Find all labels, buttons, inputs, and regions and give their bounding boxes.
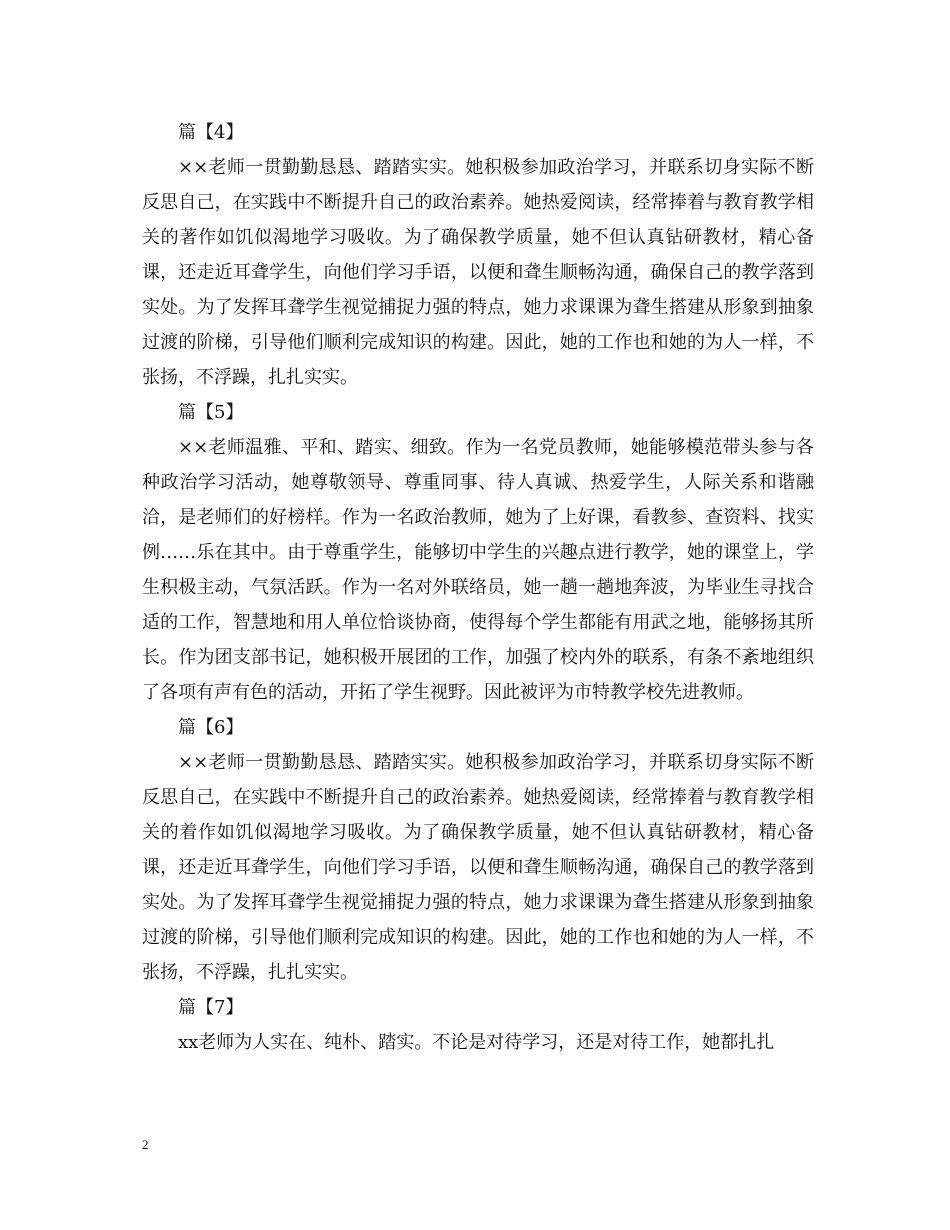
section-heading-7: 篇【7】 <box>178 997 244 1018</box>
section-paragraph-7: xx老师为人实在、纯朴、踏实。不论是对待学习，还是对待工作，她都扎扎 <box>178 1032 775 1053</box>
section-heading-4: 篇【4】 <box>178 122 244 143</box>
section-heading-5: 篇【5】 <box>178 402 244 423</box>
section-paragraph-4: ××老师一贯勤勤恳恳、踏踏实实。她积极参加政治学习，并联系切身实际不断反思自己，在实践中不断提升自己的政治素养。她热爱阅读，经常捧着与教育教学相关的著作如饥似渴地学习吸收。为了确保教学质量，她不但认真钻研教材，精心备课，还走近耳聋学生，向他们学习手语，以便和聋生顺畅沟通，确保自己的教学落到实处。为了发挥耳聋学生视觉捕捉力强的特点，她力求课课为聋生搭建从形象到抽象过渡的阶梯，引导他们顺利完成知识的构建。因此，她的工作也和她的为人一样，不张扬，不浮躁，扎扎实实。 <box>142 157 814 388</box>
section-paragraph-6: ××老师一贯勤勤恳恳、踏踏实实。她积极参加政治学习，并联系切身实际不断反思自己，在实践中不断提升自己的政治素养。她热爱阅读，经常捧着与教育教学相关的着作如饥似渴地学习吸收。为了确保教学质量，她不但认真钻研教材，精心备课，还走近耳聋学生，向他们学习手语，以便和聋生顺畅沟通，确保自己的教学落到实处。为了发挥耳聋学生视觉捕捉力强的特点，她力求课课为聋生搭建从形象到抽象过渡的阶梯，引导他们顺利完成知识的构建。因此，她的工作也和她的为人一样，不张扬，不浮躁，扎扎实实。 <box>142 752 814 983</box>
document-body <box>142 115 814 1060</box>
page-number: 2 <box>142 1137 149 1152</box>
section-heading-6: 篇【6】 <box>178 717 244 738</box>
section-paragraph-5: ××老师温雅、平和、踏实、细致。作为一名党员教师，她能够模范带头参与各种政治学习活动，她尊敬领导、尊重同事、待人真诚、热爱学生，人际关系和谐融洽，是老师们的好榜样。作为一名政治教师，她为了上好课，看教参、查资料、找实例……乐在其中。由于尊重学生，能够切中学生的兴趣点进行教学，她的课堂上，学生积极主动，气氛活跃。作为一名对外联络员，她一趟一趟地奔波，为毕业生寻找合适的工作，智慧地和用人单位恰谈协商，使得每个学生都能有用武之地，能够扬其所长。作为团支部书记，她积极开展团的工作，加强了校内外的联系，有条不紊地组织了各项有声有色的活动，开拓了学生视野。因此被评为市特教学校先进教师。 <box>142 437 814 703</box>
